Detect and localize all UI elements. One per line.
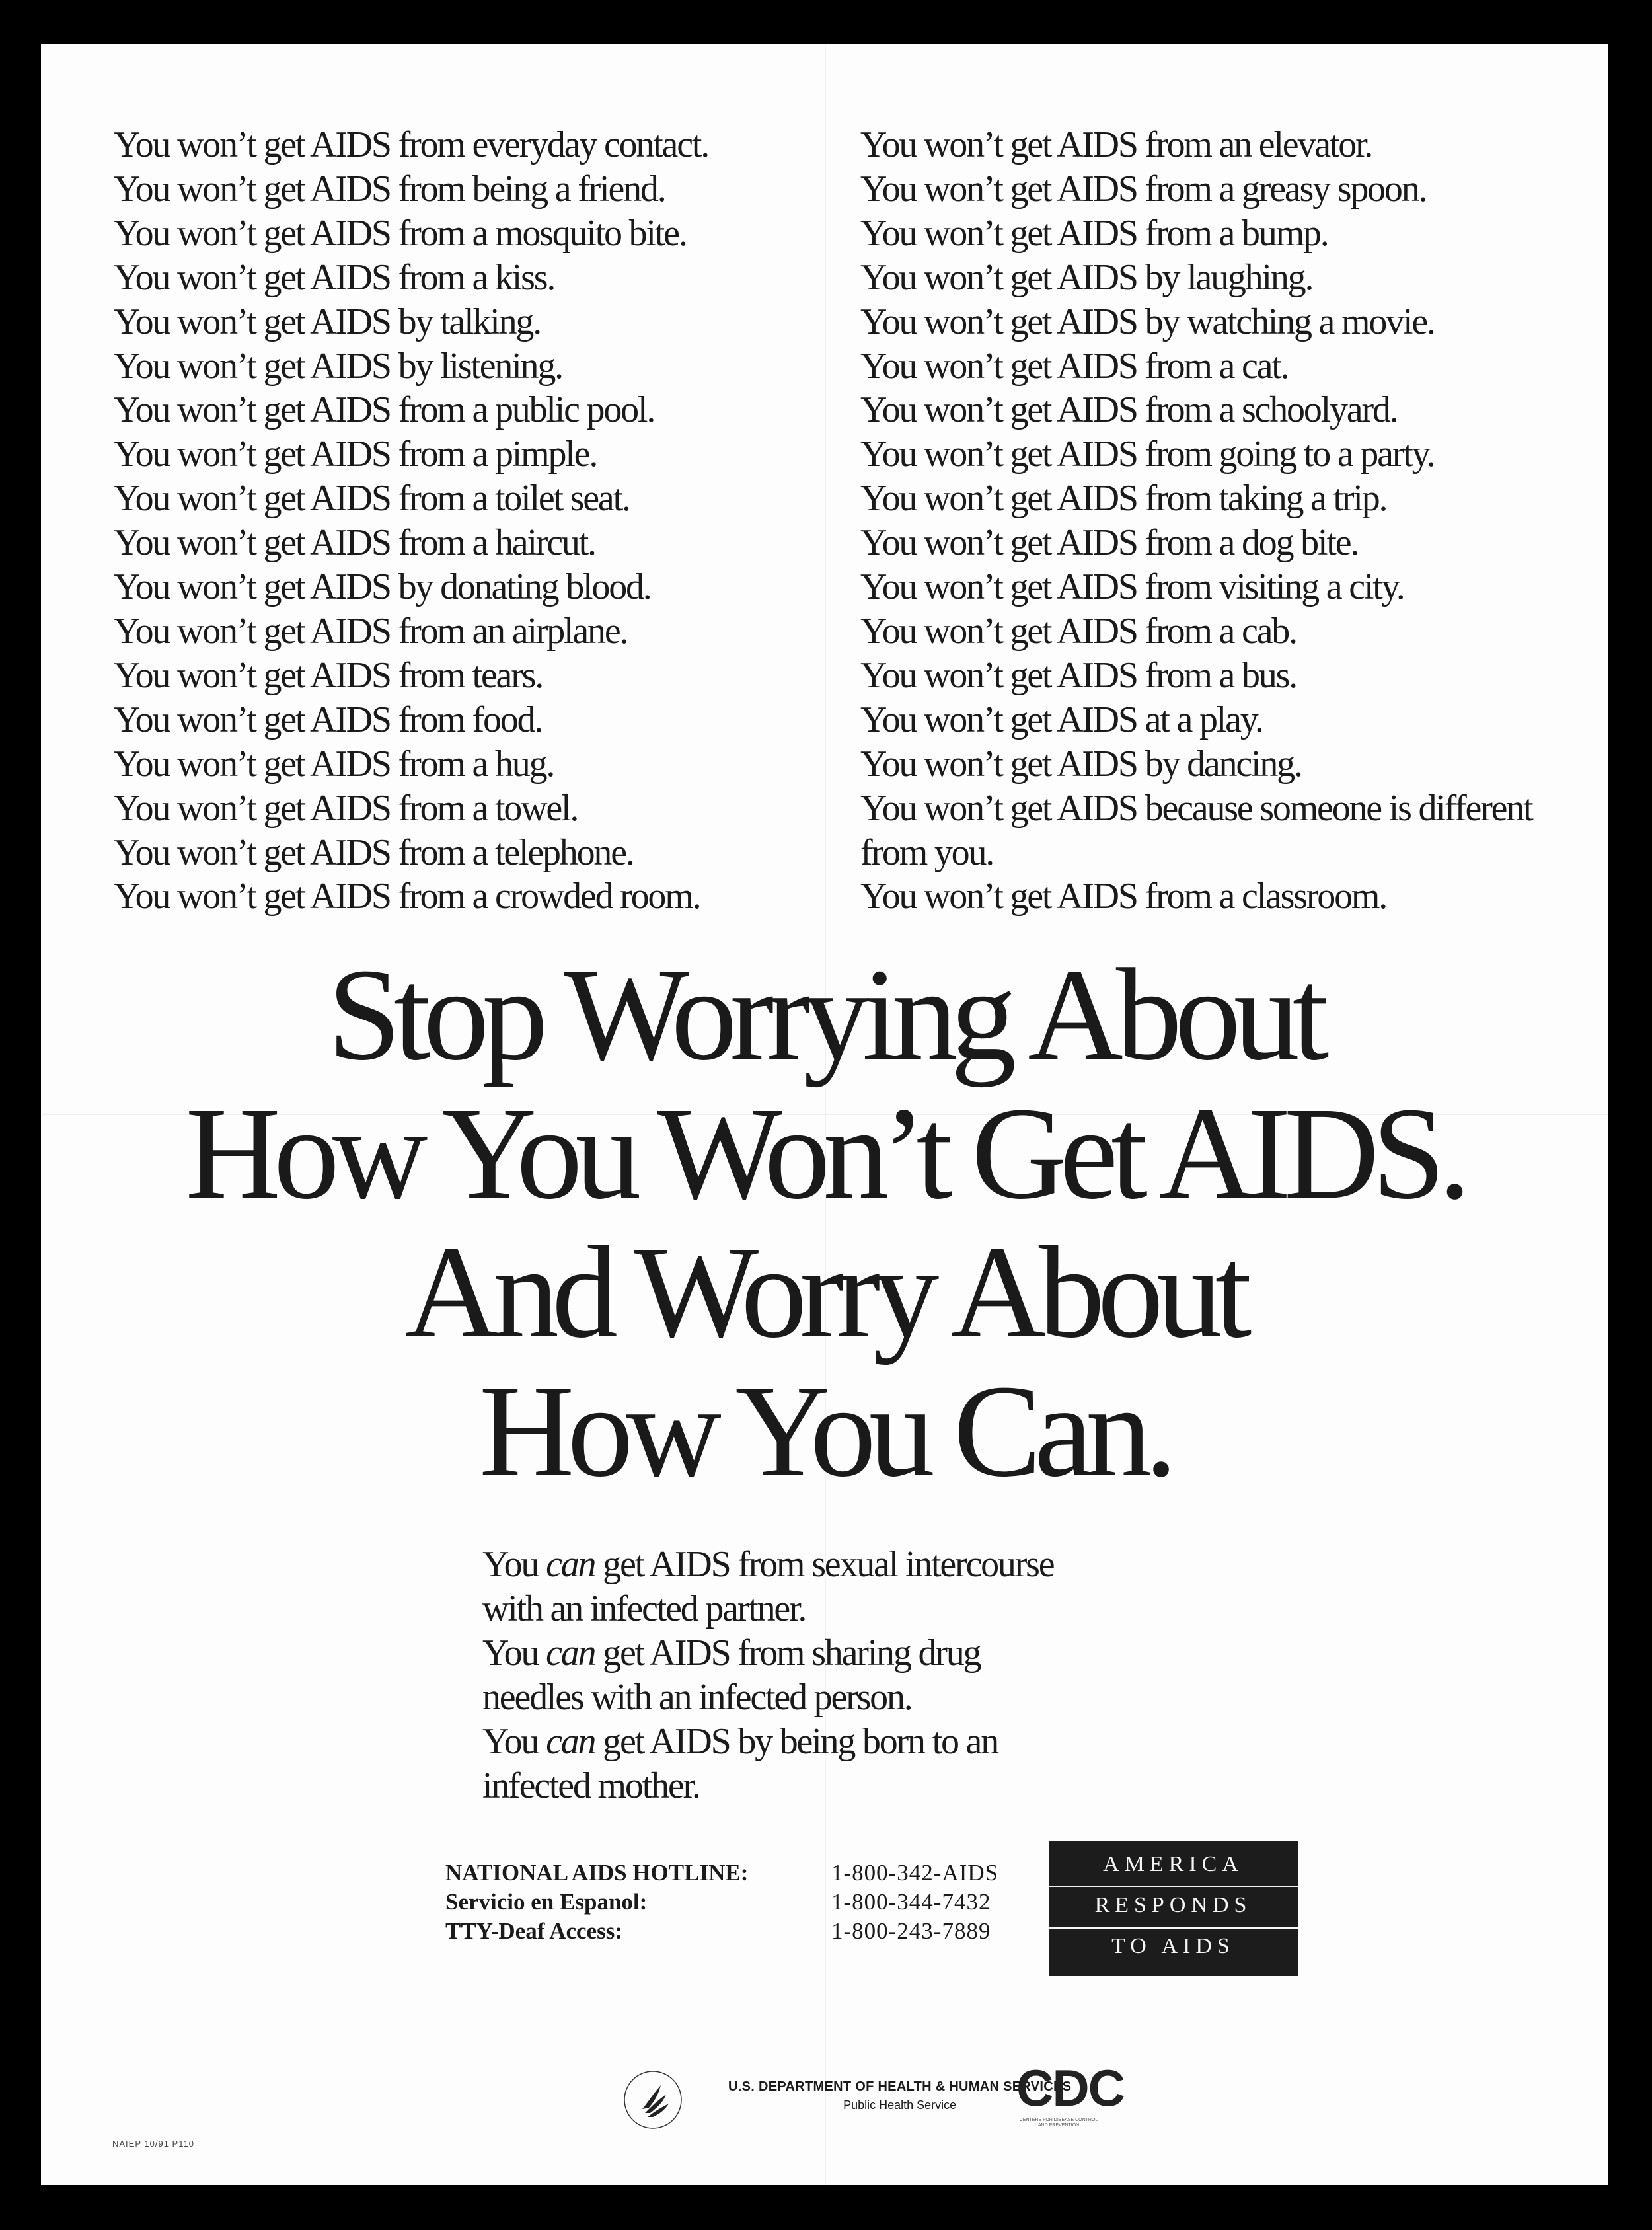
can-line bbox=[482, 1631, 1053, 1675]
wont-item: You won’t get AIDS from a public pool. bbox=[114, 389, 655, 431]
badge-divider bbox=[1049, 1927, 1298, 1929]
hotline-number: 1-800-344-7432 bbox=[831, 1889, 991, 1915]
wont-item: You won’t get AIDS from a classroom. bbox=[860, 876, 1387, 917]
print-code: NAIEP 10/91 P110 bbox=[112, 2139, 194, 2149]
hotline-label: Servicio en Espanol: bbox=[445, 1889, 648, 1915]
wont-item: You won’t get AIDS from a telephone. bbox=[114, 831, 634, 873]
cdc-logo: CDC bbox=[1016, 2059, 1124, 2117]
badge-line: RESPONDS bbox=[1094, 1893, 1252, 1917]
wont-item: You won’t get AIDS because someone is different from you. bbox=[860, 787, 1532, 873]
can-emphasis: can bbox=[546, 1633, 595, 1673]
america-responds-badge bbox=[1049, 1841, 1298, 1976]
department-name: U.S. DEPARTMENT OF HEALTH & HUMAN SERVICES bbox=[728, 2079, 1072, 2094]
can-line: infected mother. bbox=[482, 1765, 700, 1806]
can-emphasis: can bbox=[546, 1544, 595, 1585]
wont-item: You won’t get AIDS from a towel. bbox=[114, 787, 578, 829]
hhs-eagle-icon bbox=[622, 2069, 683, 2130]
wont-item: You won’t get AIDS from being a friend. bbox=[114, 168, 665, 210]
wont-item: You won’t get AIDS from food. bbox=[114, 699, 543, 740]
wont-item: You won’t get AIDS from tears. bbox=[114, 654, 543, 696]
wont-item: You won’t get AIDS by talking. bbox=[114, 301, 541, 342]
can-line bbox=[482, 1720, 1053, 1764]
headline-line: How You Can. bbox=[478, 1358, 1171, 1504]
wont-item: You won’t get AIDS from everyday contact. bbox=[114, 124, 709, 165]
wont-item: You won’t get AIDS from a greasy spoon. bbox=[860, 168, 1427, 210]
can-emphasis: can bbox=[546, 1721, 595, 1762]
wont-item: You won’t get AIDS from going to a party. bbox=[860, 434, 1435, 475]
wont-item: You won’t get AIDS from visiting a city. bbox=[860, 566, 1404, 608]
wont-item: You won’t get AIDS by watching a movie. bbox=[860, 301, 1435, 342]
wont-list-right bbox=[860, 123, 1534, 919]
headline-line: How You Won’t Get AIDS. bbox=[185, 1081, 1464, 1227]
wont-item: You won’t get AIDS from a toilet seat. bbox=[114, 478, 630, 519]
cdc-subtitle: CENTERS FOR DISEASE CONTROL AND PREVENTION bbox=[1019, 2118, 1098, 2128]
wont-item: You won’t get AIDS from a mosquito bite. bbox=[114, 212, 687, 254]
can-rest: get AIDS from sharing drug bbox=[603, 1633, 981, 1673]
wont-item: You won’t get AIDS from a pimple. bbox=[114, 434, 597, 475]
wont-item: You won’t get AIDS by donating blood. bbox=[114, 566, 651, 608]
can-you: You bbox=[482, 1544, 539, 1585]
badge-divider bbox=[1049, 1886, 1298, 1887]
hotline-number: 1-800-342-AIDS bbox=[831, 1860, 999, 1886]
headline bbox=[41, 942, 1608, 1504]
can-get-aids-list bbox=[482, 1543, 1053, 1808]
badge-line: AMERICA bbox=[1103, 1852, 1244, 1876]
wont-item: You won’t get AIDS from a bus. bbox=[860, 654, 1296, 696]
wont-item: You won’t get AIDS from a crowded room. bbox=[114, 876, 700, 917]
wont-item: You won’t get AIDS at a play. bbox=[860, 699, 1263, 740]
wont-item: You won’t get AIDS from an airplane. bbox=[114, 610, 628, 652]
can-rest: get AIDS by being born to an bbox=[603, 1721, 998, 1762]
can-line bbox=[482, 1543, 1053, 1587]
wont-item: You won’t get AIDS from a kiss. bbox=[114, 256, 555, 298]
wont-item: You won’t get AIDS from an elevator. bbox=[860, 124, 1372, 165]
wont-item: You won’t get AIDS from a hug. bbox=[114, 743, 554, 785]
headline-line: Stop Worrying About bbox=[327, 942, 1322, 1088]
wont-item: You won’t get AIDS from a bump. bbox=[860, 212, 1328, 254]
wont-item: You won’t get AIDS from a dog bite. bbox=[860, 522, 1359, 564]
public-health-service: Public Health Service bbox=[843, 2098, 957, 2112]
can-line: with an infected partner. bbox=[482, 1588, 806, 1629]
hotline-number: 1-800-243-7889 bbox=[831, 1918, 991, 1944]
can-you: You bbox=[482, 1721, 539, 1762]
wont-item: You won’t get AIDS from a cab. bbox=[860, 610, 1296, 652]
wont-list-left bbox=[114, 123, 708, 919]
wont-item: You won’t get AIDS from a cat. bbox=[860, 345, 1289, 387]
can-line: needles with an infected person. bbox=[482, 1677, 912, 1718]
hotline-label: NATIONAL AIDS HOTLINE: bbox=[445, 1860, 749, 1886]
wont-item: You won’t get AIDS from a haircut. bbox=[114, 522, 595, 564]
wont-item: You won’t get AIDS by listening. bbox=[114, 345, 562, 387]
hotline-label: TTY-Deaf Access: bbox=[445, 1918, 622, 1944]
wont-item: You won’t get AIDS by laughing. bbox=[860, 256, 1313, 298]
wont-item: You won’t get AIDS by dancing. bbox=[860, 743, 1302, 785]
poster bbox=[41, 44, 1608, 2185]
wont-item: You won’t get AIDS from taking a trip. bbox=[860, 478, 1387, 519]
headline-line: And Worry About bbox=[404, 1219, 1245, 1365]
can-you: You bbox=[482, 1633, 539, 1673]
badge-line: TO AIDS bbox=[1111, 1934, 1235, 1958]
wont-item: You won’t get AIDS from a schoolyard. bbox=[860, 389, 1398, 431]
can-rest: get AIDS from sexual intercourse bbox=[603, 1544, 1054, 1585]
